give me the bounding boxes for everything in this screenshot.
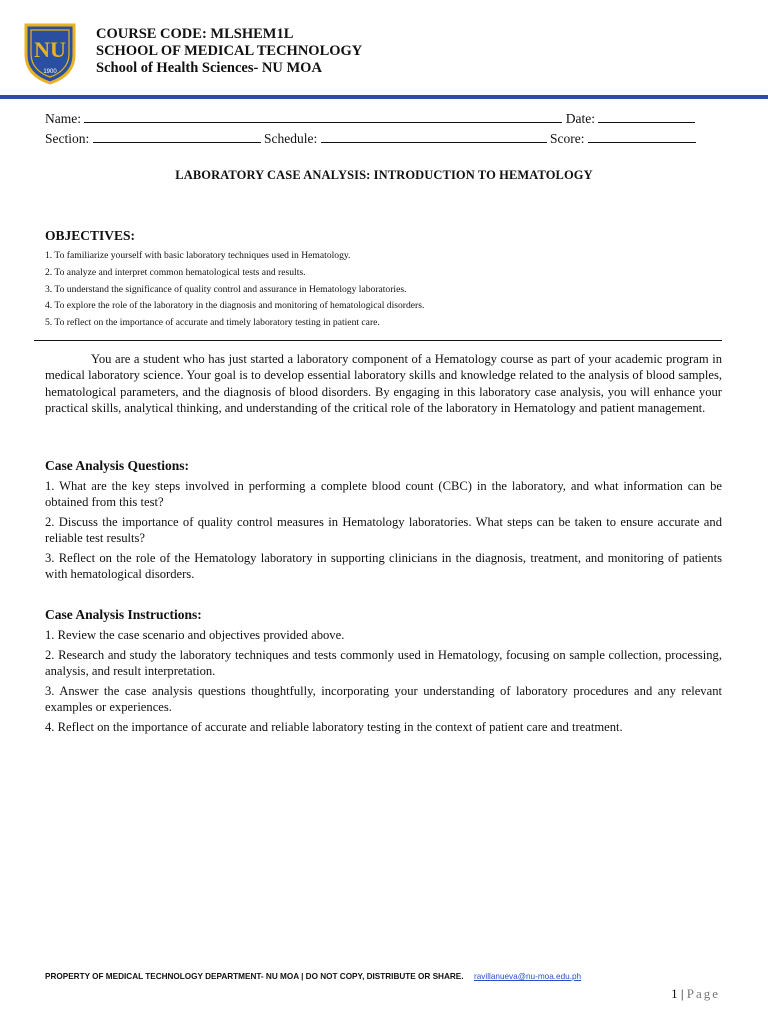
section-divider	[34, 340, 722, 341]
footer-notice: PROPERTY OF MEDICAL TECHNOLOGY DEPARTMENT- NU MOA | DO NOT COPY, DISTRIBUTE OR SHARE.	[45, 972, 464, 981]
footer-email-link[interactable]: ravillanueva@nu-moa.edu.ph	[474, 972, 582, 981]
nu-logo	[22, 21, 78, 85]
name-row	[45, 110, 695, 127]
instruction-item: 1. Review the case scenario and objectives provided above.	[45, 628, 345, 642]
questions-heading: Case Analysis Questions:	[45, 458, 190, 473]
objective-item: 4. To explore the role of the laboratory in the diagnosis and monitoring of hematological disorders.	[45, 300, 425, 312]
page-word: Page	[686, 986, 720, 1001]
question-item: 1. What are the key steps involved in performing a complete blood count (CBC) in the laboratory, and what information can be obtained from this test?	[45, 479, 722, 510]
instructions-heading: Case Analysis Instructions:	[45, 607, 202, 622]
question-item: 3. Reflect on the role of the Hematology laboratory in supporting clinicians in the diagnosis, treatment, and monitoring of patients with hematological disorders.	[45, 551, 722, 582]
objectives-heading: OBJECTIVES:	[45, 228, 136, 243]
name-label: Name:	[45, 111, 81, 126]
page-number: 1	[671, 986, 678, 1001]
intro-paragraph: You are a student who has just started a laboratory component of a Hematology course as part of your academic program in medical laboratory science. Your goal is to develop essential laboratory skills and knowledge related to the analysis of blood samples, hematological parameters, and the diagnosis of blood disorders. By engaging in this laboratory case analysis, you will enhance your practical skills, analytical thinking, and understanding of the critical role of the laboratory in Hematology and patient management.	[45, 352, 722, 415]
subschool-name: School of Health Sciences- NU MOA	[96, 60, 322, 76]
logo-letters: NU	[34, 37, 66, 62]
name-field[interactable]	[84, 110, 562, 123]
objective-item: 2. To analyze and interpret common hematological tests and results.	[45, 266, 306, 278]
section-row	[45, 130, 696, 147]
section-label: Section:	[45, 131, 90, 146]
page-separator: |	[680, 986, 684, 1001]
objectives-list	[45, 248, 424, 332]
page-indicator	[671, 986, 720, 1002]
document-title: LABORATORY CASE ANALYSIS: INTRODUCTION TO HEMATOLOGY	[175, 168, 593, 182]
logo-year: 1900	[43, 69, 57, 75]
objective-item: 1. To familiarize yourself with basic laboratory techniques used in Hematology.	[45, 250, 351, 261]
schedule-field[interactable]	[321, 130, 547, 143]
objective-item: 5. To reflect on the importance of accurate and timely laboratory testing in patient care.	[45, 317, 380, 329]
date-field[interactable]	[598, 110, 695, 123]
objective-item: 3. To understand the significance of quality control and assurance in Hematology laboratories.	[45, 283, 407, 295]
schedule-label: Schedule:	[264, 131, 318, 146]
course-code: COURSE CODE: MLSHEM1L	[96, 26, 294, 42]
header-rule	[0, 95, 768, 99]
school-name: SCHOOL OF MEDICAL TECHNOLOGY	[96, 43, 363, 59]
section-field[interactable]	[93, 130, 261, 143]
instruction-item: 3. Answer the case analysis questions thoughtfully, incorporating your understanding of laboratory procedures and any relevant examples or experiences.	[45, 684, 722, 715]
date-label: Date:	[565, 111, 595, 126]
question-item: 2. Discuss the importance of quality control measures in Hematology laboratories. What steps can be taken to ensure accurate and reliable test results?	[45, 515, 722, 546]
instruction-item: 2. Research and study the laboratory techniques and tests commonly used in Hematology, focusing on sample collection, processing, analysis, and result interpretation.	[45, 648, 722, 679]
score-field[interactable]	[588, 130, 696, 143]
instruction-item: 4. Reflect on the importance of accurate and reliable laboratory testing in the context of patient care and treatment.	[45, 720, 623, 734]
score-label: Score:	[550, 131, 585, 146]
